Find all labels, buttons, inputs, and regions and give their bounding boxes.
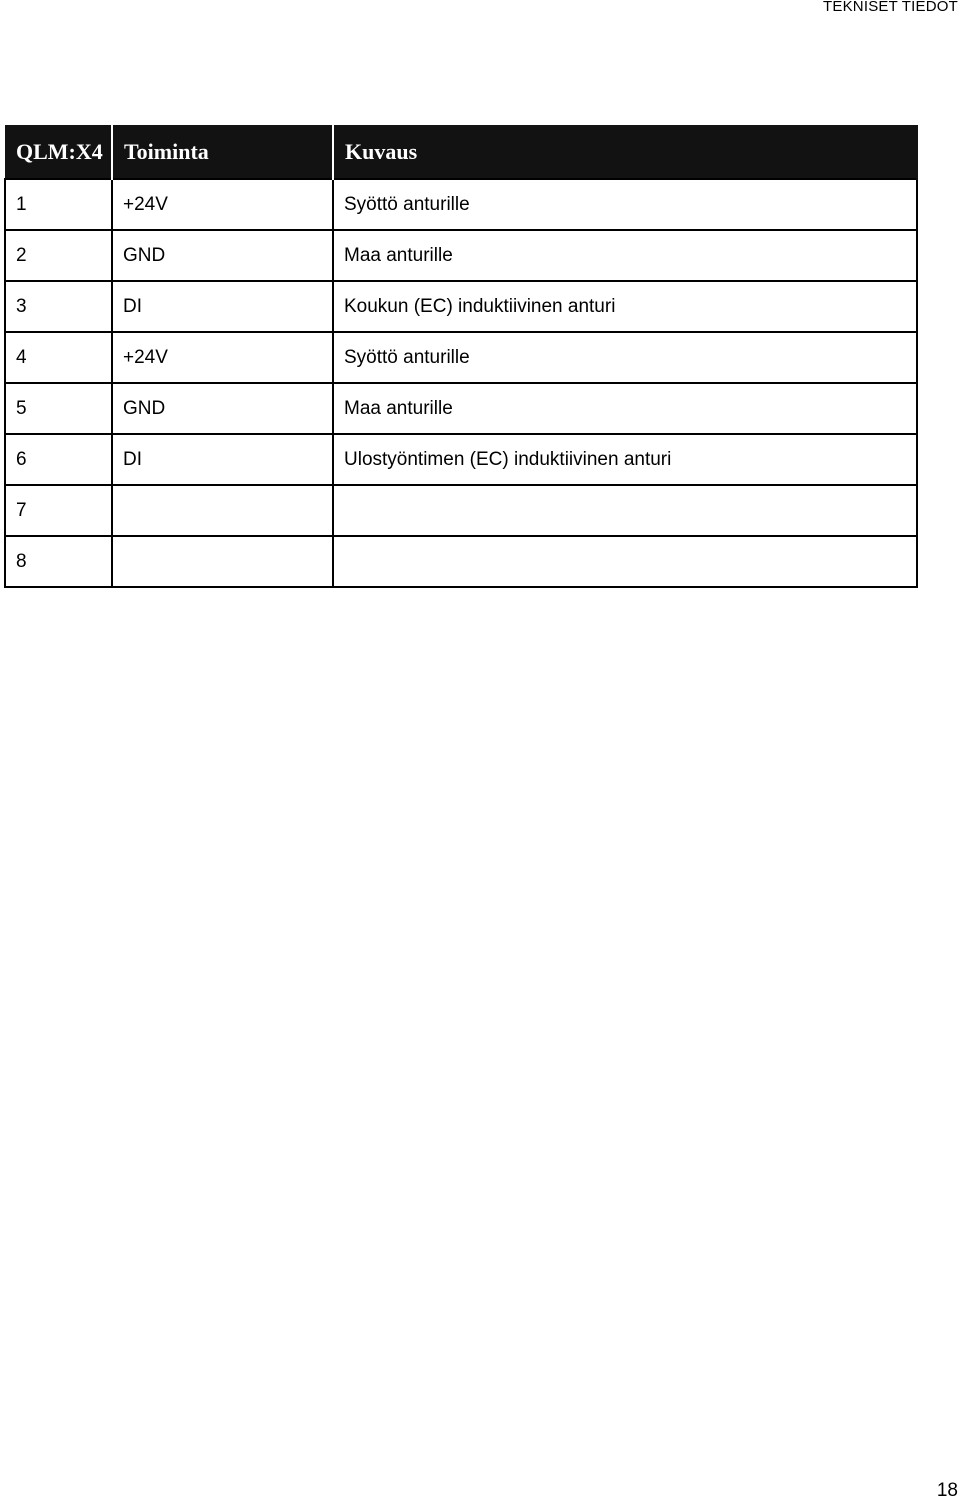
section-header: TEKNISET TIEDOT bbox=[823, 0, 958, 15]
description-cell: Maa anturille bbox=[333, 230, 917, 281]
table-row bbox=[5, 332, 917, 383]
table-row bbox=[5, 179, 917, 230]
function-cell: GND bbox=[112, 383, 333, 434]
description-cell: Syöttö anturille bbox=[333, 179, 917, 230]
pin-cell: 8 bbox=[5, 536, 112, 587]
function-cell: DI bbox=[112, 434, 333, 485]
pin-cell: 4 bbox=[5, 332, 112, 383]
table-row bbox=[5, 536, 917, 587]
description-cell: Ulostyöntimen (EC) induktiivinen anturi bbox=[333, 434, 917, 485]
description-cell: Syöttö anturille bbox=[333, 332, 917, 383]
pin-cell: 7 bbox=[5, 485, 112, 536]
table-row bbox=[5, 485, 917, 536]
function-cell: GND bbox=[112, 230, 333, 281]
connector-pin-table bbox=[4, 125, 918, 588]
description-cell bbox=[333, 536, 917, 587]
page-number: 18 bbox=[936, 1480, 958, 1501]
table-row bbox=[5, 281, 917, 332]
description-cell: Maa anturille bbox=[333, 383, 917, 434]
function-cell: +24V bbox=[112, 179, 333, 230]
pin-cell: 5 bbox=[5, 383, 112, 434]
description-cell bbox=[333, 485, 917, 536]
function-cell bbox=[112, 536, 333, 587]
description-cell: Koukun (EC) induktiivinen anturi bbox=[333, 281, 917, 332]
column-header-description: Kuvaus bbox=[333, 125, 917, 179]
pin-cell: 3 bbox=[5, 281, 112, 332]
pin-cell: 1 bbox=[5, 179, 112, 230]
column-header-pin: QLM:X4 bbox=[5, 125, 112, 179]
function-cell: +24V bbox=[112, 332, 333, 383]
table-row bbox=[5, 383, 917, 434]
table-header-row bbox=[5, 125, 917, 179]
pin-cell: 6 bbox=[5, 434, 112, 485]
table-row bbox=[5, 434, 917, 485]
function-cell: DI bbox=[112, 281, 333, 332]
function-cell bbox=[112, 485, 333, 536]
pin-cell: 2 bbox=[5, 230, 112, 281]
column-header-function: Toiminta bbox=[112, 125, 333, 179]
table-row bbox=[5, 230, 917, 281]
